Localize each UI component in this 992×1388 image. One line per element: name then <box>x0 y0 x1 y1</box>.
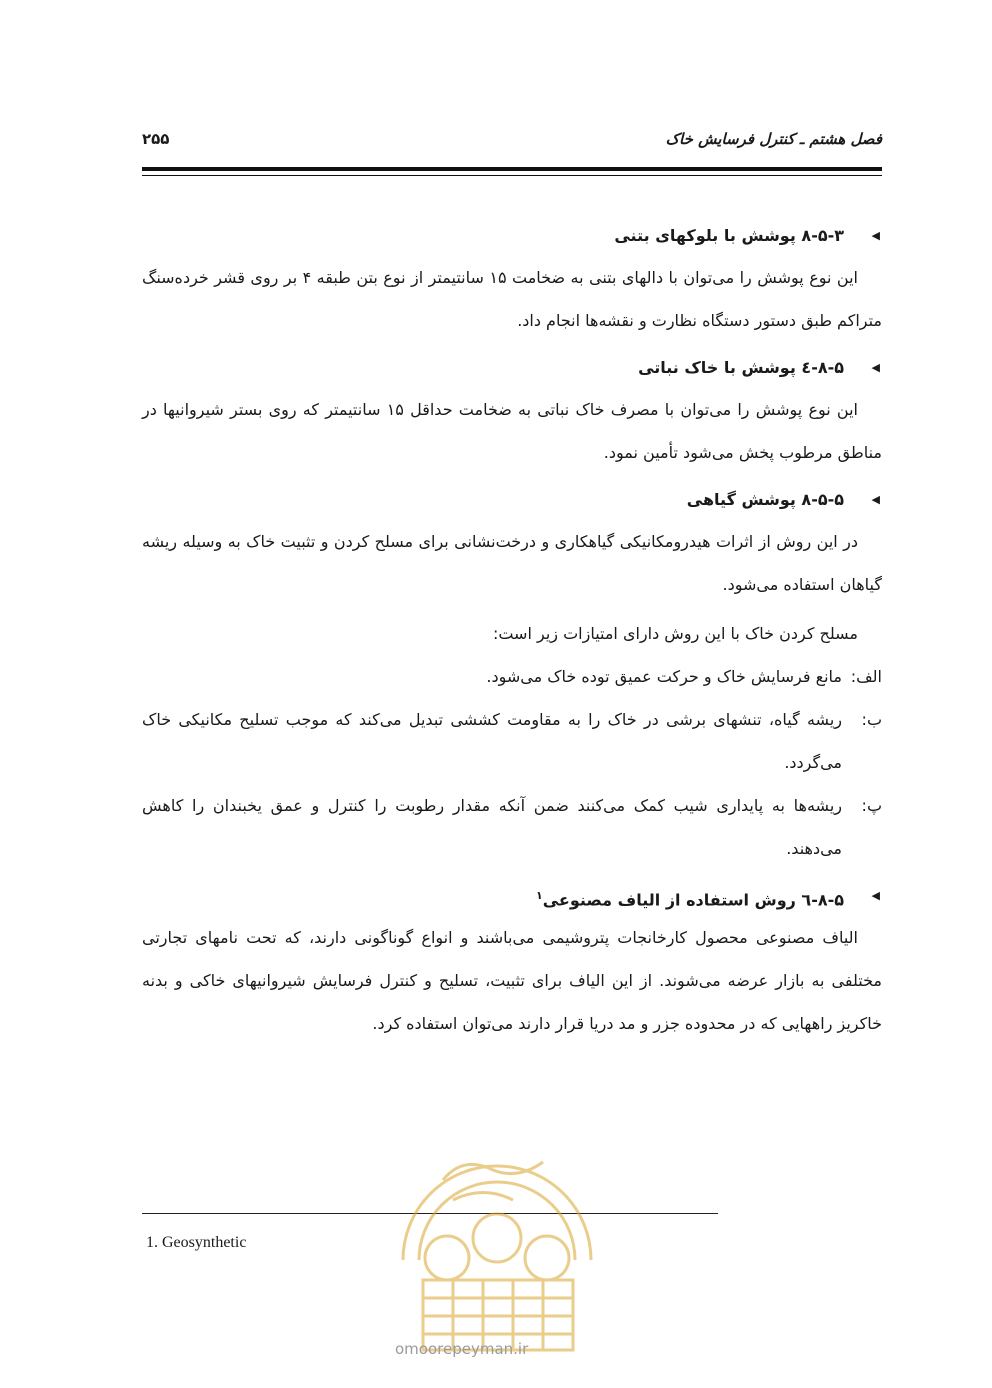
paragraph: مسلح کردن خاک با این روش دارای امتیازات زیر است: <box>492 624 858 643</box>
chapter-title: فصل هشتم ـ کنترل فرسایش خاک <box>665 130 882 148</box>
watermark-seal-icon <box>383 1140 611 1370</box>
watermark-url: omoorepeyman.ir <box>395 1340 529 1358</box>
list-item <box>142 698 882 784</box>
section-heading-8-5-4 <box>142 348 882 388</box>
footnote: 1. Geosynthetic <box>146 1234 247 1251</box>
list-item-text: ریشه‌ها به پایداری شیب کمک می‌کنند ضمن آنکه مقدار رطوبت را کنترل و عمق یخبندان را کاهش می‌دهند. <box>142 796 842 858</box>
paragraph: در این روش از اثرات هیدرومکانیکی گیاهکاری و درخت‌نشانی برای مسلح کردن و تثبیت خاک به وسیله ریشه گیاهان استفاده می‌شود. <box>142 532 882 594</box>
section-heading-text: ۸-۵-۵ پوشش گیاهی <box>686 490 844 509</box>
triangle-bullet-icon: ◀ <box>871 493 880 506</box>
list-item <box>142 784 882 870</box>
list-marker: پ: <box>861 796 882 815</box>
section-heading-text: ۸-۵-٤ پوشش با خاک نباتی <box>638 358 844 377</box>
section-heading-8-5-5 <box>142 480 882 520</box>
section-heading-text: ۸-۵-٦ روش استفاده از الیاف مصنوعی <box>542 890 844 910</box>
page-number: ۲۵۵ <box>142 130 170 148</box>
section-heading-text: ۸-۵-۳ پوشش با بلوکهای بتنی <box>614 226 844 245</box>
list-item-text: مانع فرسایش خاک و حرکت عمیق توده خاک می‌شود. <box>486 667 842 686</box>
paragraph: این نوع پوشش را می‌توان با مصرف خاک نباتی به ضخامت حداقل ۱۵ سانتیمتر که روی بستر شیروانیها در مناطق مرطوب پخش می‌شود تأمین نمود. <box>142 400 882 462</box>
triangle-bullet-icon: ◀ <box>871 889 880 902</box>
triangle-bullet-icon: ◀ <box>871 361 880 374</box>
list-marker: الف: <box>850 667 882 686</box>
page-body <box>142 212 882 1051</box>
page-header <box>142 120 882 160</box>
paragraph: الیاف مصنوعی محصول کارخانجات پتروشیمی می‌باشند و انواع گوناگونی دارند، که تحت نامهای تجارتی مختلفی به بازار عرضه می‌شوند. از این الیاف برای تثبیت، تسلیح و کنترل فرسایش شیروانیهای خاکی و بدنه خاکریز راههایی که در محدوده جزر و مد دریا قرار دارند می‌توان استفاده کرد. <box>142 928 882 1033</box>
section-heading-8-5-3 <box>142 216 882 256</box>
section-heading-8-5-6 <box>142 876 882 916</box>
triangle-bullet-icon: ◀ <box>871 229 880 242</box>
list-marker: ب: <box>861 710 882 729</box>
list-item-text: ریشه گیاه، تنشهای برشی در خاک را به مقاومت کششی تبدیل می‌کند که موجب تسلیح مکانیکی خاک می‌گردد. <box>142 710 842 772</box>
header-rule-thick <box>142 167 882 171</box>
paragraph: این نوع پوشش را می‌توان با دالهای بتنی به ضخامت ۱۵ سانتیمتر از نوع بتن طبقه ۴ بر روی قشر خرده‌سنگ متراکم طبق دستور دستگاه نظارت و نقشه‌ها انجام داد. <box>142 268 882 330</box>
list-item <box>142 655 882 698</box>
footnote-reference: ۱ <box>536 889 543 902</box>
header-rule-thin <box>142 175 882 176</box>
